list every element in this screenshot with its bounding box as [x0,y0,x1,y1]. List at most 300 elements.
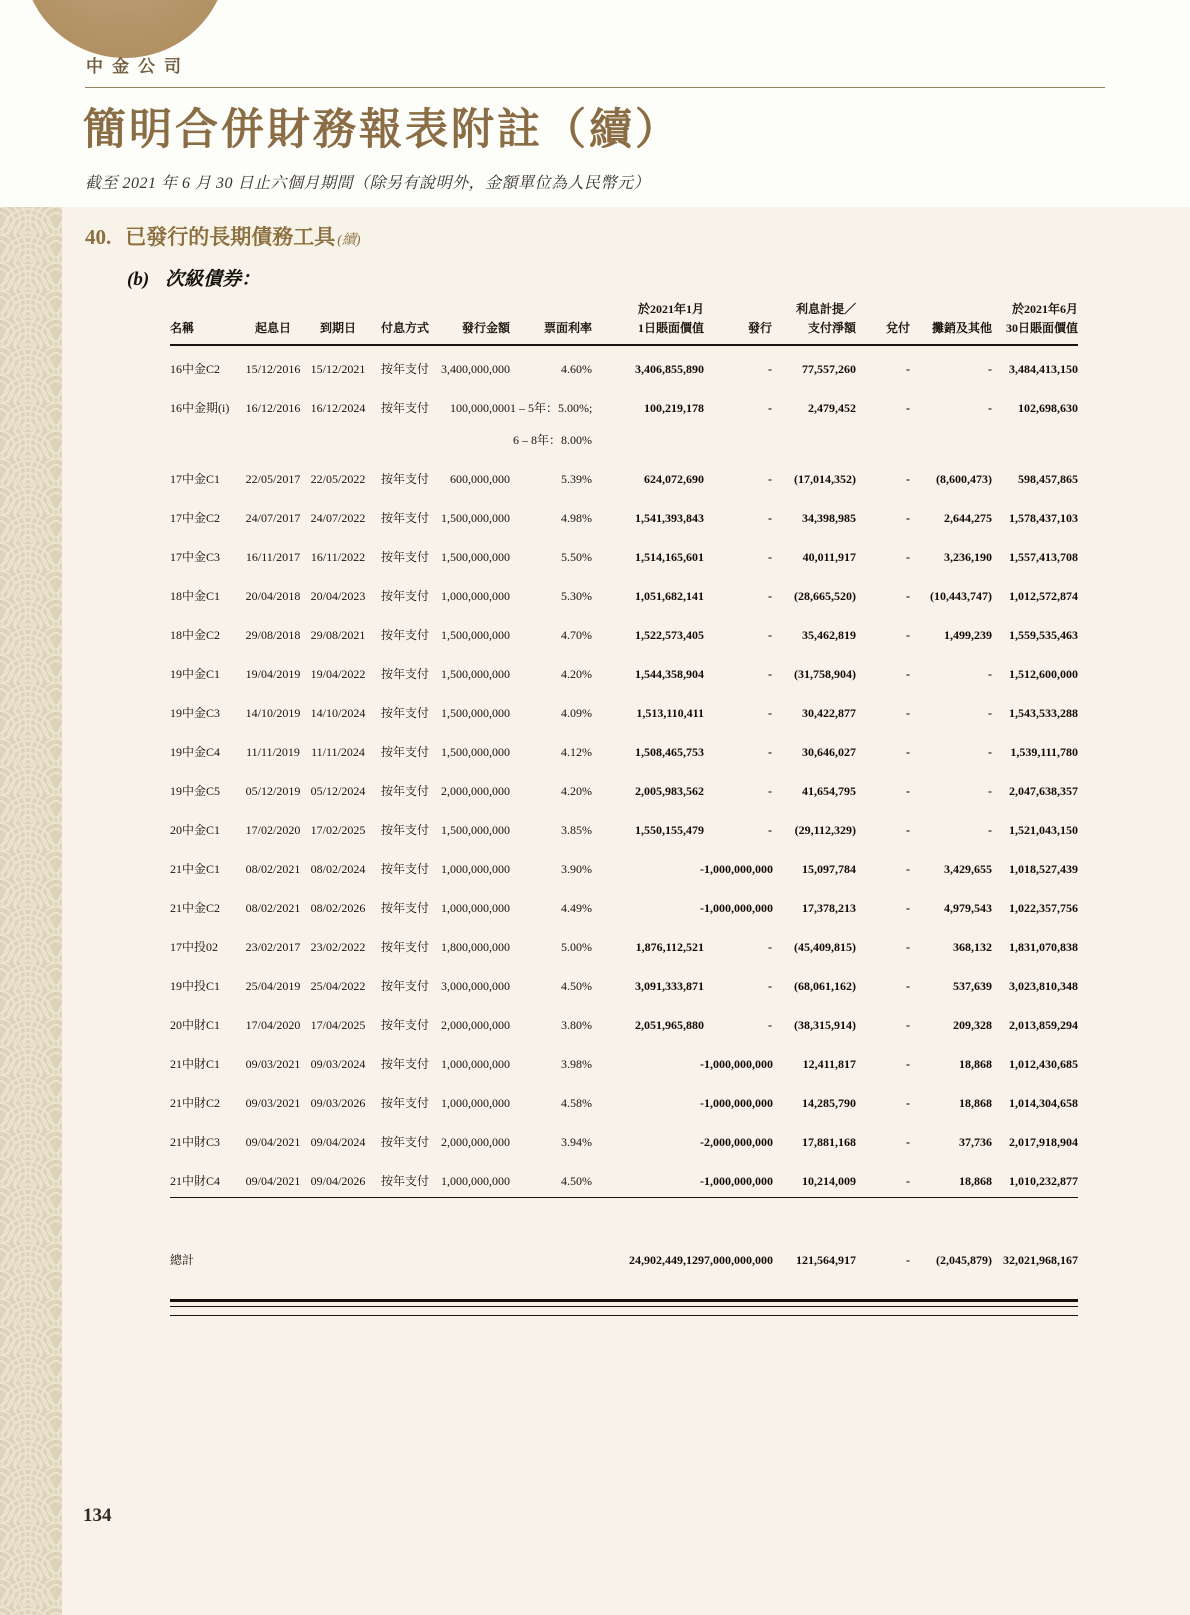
table-row [170,1080,1078,1119]
table-cell: 1,831,070,838 [1009,940,1078,955]
table-cell: 12,411,817 [802,1057,856,1072]
table-cell: 2,005,983,562 [635,784,704,799]
table-cell: - [906,550,910,565]
table-cell: 按年支付 [380,667,429,682]
table-cell: 3.98% [561,1057,592,1072]
table-cell: 5.30% [561,589,592,604]
table-cell: 09/03/2021 [245,1096,301,1111]
table-cell: - [856,1158,910,1198]
table-cell: 按年支付 [380,628,429,643]
table-cell: 4.20% [561,784,592,799]
table-cell: 21中金C1 [170,862,221,877]
table-cell: 按年支付 [380,1018,429,1033]
table-cell: 18,868 [910,1158,992,1198]
spacer-cell [170,1198,1078,1238]
table-cell: 3.85% [561,823,592,838]
total-value-cell [302,1237,374,1276]
table-cell: - [906,1057,910,1072]
table-cell: 按年支付 [380,550,429,565]
table-row [170,846,1078,885]
table-cell: 按年支付 [380,862,429,877]
total-double-rule [170,1276,1078,1316]
table-cell: 23/02/2022 [310,940,366,955]
table-cell: 3,400,000,000 [441,362,510,377]
table-cell: 1,010,232,877 [992,1158,1078,1198]
section-number: 40. [85,225,112,249]
table-cell: 2,000,000,000 [441,1135,510,1150]
table-cell: 21中金C2 [170,901,221,916]
total-value-cell: (2,045,879) [936,1253,992,1268]
table-row [170,1158,1078,1198]
table-cell: - [906,784,910,799]
table-cell: - [906,628,910,643]
table-cell: 19中金C5 [170,784,221,799]
table-cell: 15/12/2021 [310,362,366,377]
table-cell: 17,378,213 [802,901,856,916]
table-cell: 1 – 5年：5.00%; [510,401,593,416]
section-continued-label: (續) [337,233,361,248]
content-area [0,207,1190,1615]
table-row [170,456,1078,495]
table-cell: 4.12% [561,745,592,760]
table-cell [170,424,244,456]
table-cell: 按年支付 [380,511,429,526]
table-cell: 3,236,190 [944,550,992,565]
table-cell: - [768,401,772,416]
table-cell: - [768,589,772,604]
table-cell: 1,051,682,141 [635,589,704,604]
table-cell: 19中金C1 [170,667,221,682]
table-cell: 11/11/2019 [246,745,300,760]
table-cell: 15,097,784 [802,862,856,877]
table-cell: - [700,1057,704,1072]
table-cell: - [906,901,910,916]
total-value-cell: 32,021,968,167 [1003,1253,1078,1268]
table-row [170,885,1078,924]
table-cell: 16/12/2024 [310,401,366,416]
table-cell: 16/11/2022 [310,550,366,565]
table-cell: 18,868 [959,1057,992,1072]
table-cell: 598,457,865 [1018,472,1078,487]
table-cell: 1,522,573,405 [635,628,704,643]
table-cell: - [988,706,992,721]
table-cell: 1,000,000,000 [704,862,773,877]
table-cell: 1,018,527,439 [1009,862,1078,877]
table-cell: 2,017,918,904 [1009,1135,1078,1150]
table-cell: 3,000,000,000 [441,979,510,994]
table-cell: - [906,940,910,955]
table-row [170,1002,1078,1041]
table-cell: 100,000,000 [450,401,510,416]
table-cell: 按年支付 [380,706,429,721]
table-cell: 20/04/2018 [245,589,301,604]
table-cell: - [988,362,992,377]
table-cell: 1,012,430,685 [1009,1057,1078,1072]
table-cell: 17/04/2025 [310,1018,366,1033]
table-cell: - [906,511,910,526]
table-header-row [170,300,1078,345]
table-cell: 3,023,810,348 [1009,979,1078,994]
table-header-cell: 於2021年1月 1日賬面價值 [592,300,704,345]
table-row [170,768,1078,807]
table-row [170,690,1078,729]
table-cell [704,424,772,456]
table-row [170,534,1078,573]
table-cell: 29/08/2021 [310,628,366,643]
table-cell: - [988,823,992,838]
table-header-cell: 發行 [704,300,772,345]
table-cell: 17中金C3 [170,550,221,565]
table-cell [244,424,302,456]
decorative-wave-pattern [0,207,62,1615]
table-cell: - [700,1096,704,1111]
table-cell: 4.58% [561,1096,592,1111]
table-cell: 1,508,465,753 [635,745,704,760]
table-cell: 1,012,572,874 [1009,589,1078,604]
table-row [170,495,1078,534]
table-cell: 1,513,110,411 [636,706,704,721]
table-cell: 09/04/2026 [302,1158,374,1198]
table-cell: 5.50% [561,550,592,565]
table-cell: 按年支付 [380,901,429,916]
table-cell: 1,500,000,000 [441,823,510,838]
section-title: 已發行的長期債務工具 [125,225,336,249]
table-cell: 1,000,000,000 [704,901,773,916]
table-cell: 6 – 8年：8.00% [513,433,592,448]
subordinated-bonds-table [170,300,1078,1316]
table-cell: 2,000,000,000 [441,784,510,799]
table-cell: 1,000,000,000 [704,1096,773,1111]
table-cell: 2,051,965,880 [635,1018,704,1033]
table-cell: 30,646,027 [802,745,856,760]
table-cell: - [906,401,910,416]
table-cell: 4.50% [561,979,592,994]
table-row [170,612,1078,651]
table-cell: 4.50% [510,1158,592,1198]
table-cell: (45,409,815) [794,940,856,955]
section-heading [85,221,361,251]
table-cell: 40,011,917 [802,550,856,565]
table-cell: 按年支付 [380,1135,429,1150]
table-cell: 77,557,260 [802,362,856,377]
table-cell: - [988,745,992,760]
table-cell: 4.49% [561,901,592,916]
table-cell: 18,868 [959,1096,992,1111]
table-cell: 1,000,000,000 [441,589,510,604]
table-cell: 2,000,000,000 [441,1018,510,1033]
table-cell: 按年支付 [380,784,429,799]
table-cell: - [768,550,772,565]
table-cell: 3.90% [561,862,592,877]
table-cell: 按年支付 [380,940,429,955]
table-cell: 3.94% [561,1135,592,1150]
table-cell: 3,484,413,150 [1009,362,1078,377]
table-cell: (38,315,914) [794,1018,856,1033]
table-cell: 14/10/2019 [245,706,301,721]
table-cell: 11/11/2024 [311,745,365,760]
table-cell: - [768,823,772,838]
page-subtitle: 截至 2021 年 6 月 30 日止六個月期間（除另有說明外，金額單位為人民幣元） [85,175,651,192]
table-cell: 09/03/2021 [245,1057,301,1072]
table-cell: 2,644,275 [944,511,992,526]
table-cell: 1,499,239 [944,628,992,643]
table-cell: - [768,745,772,760]
table-cell: 3,429,655 [944,862,992,877]
table-cell: 17中投02 [170,940,219,955]
table-cell: 09/03/2024 [310,1057,366,1072]
table-cell: 按年支付 [380,472,429,487]
table-cell: 1,000,000,000 [704,1057,773,1072]
table-cell: 1,000,000,000 [436,1158,510,1198]
table-cell: 15/12/2016 [245,362,301,377]
table-cell: 34,398,985 [802,511,856,526]
table-cell: 4.98% [561,511,592,526]
table-row [170,573,1078,612]
table-cell: - [768,1018,772,1033]
company-logo-icon [22,0,228,58]
table-cell: - [906,862,910,877]
table-cell: (28,665,520) [794,589,856,604]
table-cell: 25/04/2022 [310,979,366,994]
company-name: 中金公司 [86,57,190,76]
table-cell: 3.80% [561,1018,592,1033]
table-cell: (29,112,329) [794,823,856,838]
rate-note-row [170,424,1078,456]
header-divider [85,87,1105,88]
table-cell [772,424,856,456]
table-row [170,1041,1078,1080]
table-cell: 19中投C1 [170,979,221,994]
table-cell: 1,500,000,000 [441,550,510,565]
table-cell: 16/12/2016 [245,401,301,416]
table-cell: - [906,1096,910,1111]
table-cell: 1,000,000,000 [441,1057,510,1072]
table-cell: 按年支付 [380,362,429,377]
table-cell [592,424,704,456]
table-cell: 14/10/2024 [310,706,366,721]
table-cell: 17/04/2020 [245,1018,301,1033]
subsection-label: (b) [127,269,150,290]
table-cell: 19/04/2019 [245,667,301,682]
table-cell: 1,500,000,000 [441,667,510,682]
table-row [170,651,1078,690]
table-cell: - [592,1158,704,1198]
table-cell: 5.00% [561,940,592,955]
table-cell: 17中金C2 [170,511,221,526]
table-cell: 102,698,630 [1018,401,1078,416]
table-cell: 22/05/2022 [310,472,366,487]
bonds-table-wrap [170,300,1078,1316]
table-cell: 537,639 [953,979,992,994]
table-cell: - [906,589,910,604]
table-cell: - [768,784,772,799]
spacer-row [170,1198,1078,1238]
table-cell: 19中金C3 [170,706,221,721]
table-cell [302,424,374,456]
double-rule-cell [170,1276,1078,1316]
table-cell: 按年支付 [380,745,429,760]
table-cell: 21中財C4 [170,1158,244,1198]
table-cell: 1,514,165,601 [635,550,704,565]
table-cell: 4.60% [561,362,592,377]
table-row [170,729,1078,768]
table-cell: 1,578,437,103 [1009,511,1078,526]
table-cell: 08/02/2026 [310,901,366,916]
table-cell: (10,443,747) [930,589,992,604]
table-cell: 08/02/2021 [245,862,301,877]
table-cell: 22/05/2017 [245,472,301,487]
total-value-cell [244,1237,302,1276]
table-cell: 209,328 [953,1018,992,1033]
table-cell: 按年支付 [380,823,429,838]
table-cell: - [768,628,772,643]
table-cell: 1,000,000,000 [441,1096,510,1111]
table-cell: 08/02/2024 [310,862,366,877]
total-value-cell [436,1237,510,1276]
page-number: 134 [83,1505,112,1526]
table-cell: 1,500,000,000 [441,706,510,721]
table-cell: - [906,1135,910,1150]
subsection-heading [127,264,260,291]
table-cell: - [700,1135,704,1150]
table-cell: 1,539,111,780 [1010,745,1078,760]
table-row [170,1119,1078,1158]
table-header-cell: 名稱 [170,300,244,345]
table-cell: 18中金C2 [170,628,221,643]
table-cell: - [988,784,992,799]
table-cell: 2,047,638,357 [1009,784,1078,799]
table-cell: 16中金期(i) [170,401,230,416]
total-row [170,1237,1078,1276]
table-cell: 1,500,000,000 [441,628,510,643]
table-cell: 19中金C4 [170,745,221,760]
table-cell: 4.09% [561,706,592,721]
table-cell: 1,521,043,150 [1009,823,1078,838]
table-cell: 3,406,855,890 [635,362,704,377]
table-cell: 4.20% [561,667,592,682]
table-cell: 2,000,000,000 [704,1135,773,1150]
table-cell: - [700,901,704,916]
table-cell: 1,512,600,000 [1009,667,1078,682]
table-row [170,963,1078,1002]
table-cell: 1,544,358,904 [635,667,704,682]
table-cell: 16/11/2017 [245,550,301,565]
table-cell: (31,758,904) [794,667,856,682]
table-row [170,385,1078,424]
table-cell: 17/02/2025 [310,823,366,838]
table-cell: 2,479,452 [808,401,856,416]
table-header-cell: 到期日 [302,300,374,345]
table-header-cell: 利息計提／ 支付淨額 [772,300,856,345]
table-cell: 1,876,112,521 [635,940,704,955]
table-cell: 05/12/2024 [310,784,366,799]
table-cell: - [906,823,910,838]
table-cell: - [906,745,910,760]
table-cell: 1,500,000,000 [441,745,510,760]
table-cell: 09/04/2021 [245,1135,301,1150]
table-cell: - [768,667,772,682]
table-cell: 1,559,535,463 [1009,628,1078,643]
table-cell: 1,550,155,479 [635,823,704,838]
table-header-cell: 發行金額 [436,300,510,345]
table-cell: 16中金C2 [170,362,221,377]
table-cell: 21中財C2 [170,1096,221,1111]
table-cell: 14,285,790 [802,1096,856,1111]
table-cell: 按年支付 [380,979,429,994]
table-cell [374,424,436,456]
table-cell: 35,462,819 [802,628,856,643]
table-cell: 20中金C1 [170,823,221,838]
table-cell [992,424,1078,456]
table-cell [436,424,510,456]
table-cell: 25/04/2019 [245,979,301,994]
table-cell: - [906,472,910,487]
table-cell: 1,543,533,288 [1009,706,1078,721]
page-title: 簡明合併財務報表附註（續） [83,107,681,154]
table-row [170,924,1078,963]
table-cell: - [768,362,772,377]
table-cell: 368,132 [953,940,992,955]
table-cell: 23/02/2017 [245,940,301,955]
table-cell: (68,061,162) [794,979,856,994]
table-cell: - [768,940,772,955]
table-cell: 19/04/2022 [310,667,366,682]
table-cell: - [768,706,772,721]
table-cell: 1,541,393,843 [635,511,704,526]
table-cell: 600,000,000 [450,472,510,487]
table-cell: 1,557,413,708 [1009,550,1078,565]
table-cell: 21中財C3 [170,1135,221,1150]
table-cell: 4,979,543 [944,901,992,916]
table-cell: 21中財C1 [170,1057,221,1072]
table-cell: - [768,472,772,487]
table-cell: 2,013,859,294 [1009,1018,1078,1033]
total-value-cell: 24,902,449,129 [629,1253,704,1268]
table-cell: 按年支付 [380,401,429,416]
table-row [170,807,1078,846]
table-cell: 09/04/2024 [310,1135,366,1150]
table-cell: 1,022,357,756 [1009,901,1078,916]
table-cell: 18中金C1 [170,589,221,604]
table-cell: 17中金C1 [170,472,221,487]
table-cell: 4.70% [561,628,592,643]
table-cell: - [988,667,992,682]
table-header-cell: 票面利率 [510,300,592,345]
table-cell: 10,214,009 [772,1158,856,1198]
table-cell: - [700,862,704,877]
table-cell: 20中財C1 [170,1018,221,1033]
table-cell: 30,422,877 [802,706,856,721]
table-cell: 3,091,333,871 [635,979,704,994]
table-cell: 24/07/2017 [245,511,301,526]
table-cell: - [906,979,910,994]
table-cell: - [768,511,772,526]
table-header-cell: 攤銷及其他 [910,300,992,345]
table-cell: - [906,667,910,682]
table-cell [856,424,910,456]
subsection-title: 次級債券： [165,269,261,290]
table-header-cell: 於2021年6月 30日賬面價值 [992,300,1078,345]
table-cell: (8,600,473) [936,472,992,487]
table-cell: - [906,706,910,721]
total-label-cell: 總計 [170,1253,195,1268]
table-cell: 29/08/2018 [245,628,301,643]
table-cell: 37,736 [959,1135,992,1150]
table-cell: 41,654,795 [802,784,856,799]
table-cell [910,424,992,456]
table-cell: - [988,401,992,416]
table-cell: - [906,1018,910,1033]
